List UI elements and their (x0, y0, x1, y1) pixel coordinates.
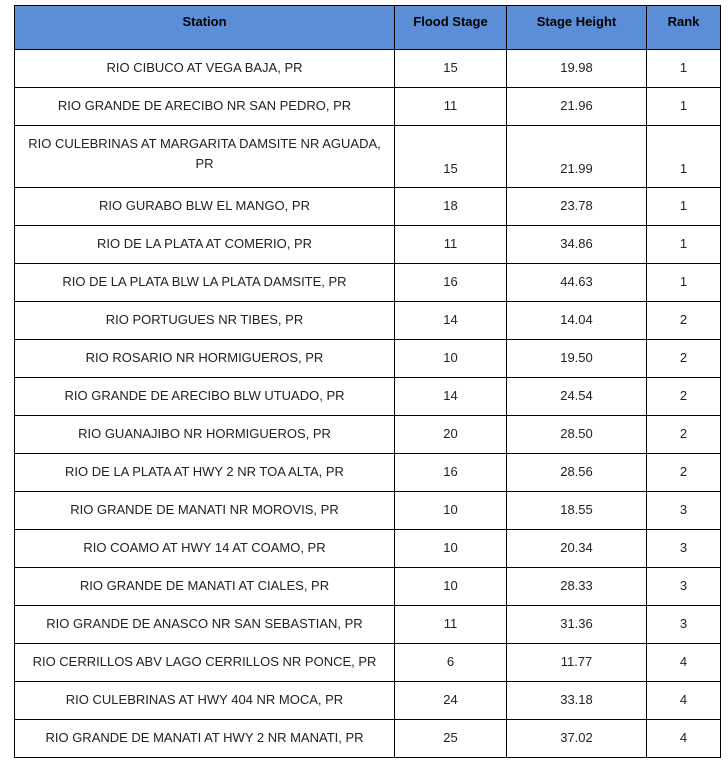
stage-height-cell: 37.02 (507, 720, 647, 758)
flood-stage-cell: 11 (395, 606, 507, 644)
flood-stage-cell: 15 (395, 126, 507, 188)
station-cell: RIO CULEBRINAS AT HWY 404 NR MOCA, PR (15, 682, 395, 720)
flood-stage-cell: 25 (395, 720, 507, 758)
header-station: Station (15, 6, 395, 50)
header-rank: Rank (647, 6, 721, 50)
stage-height-cell: 21.99 (507, 126, 647, 188)
flood-stage-cell: 18 (395, 188, 507, 226)
table-row (15, 492, 721, 530)
station-cell: RIO CIBUCO AT VEGA BAJA, PR (15, 50, 395, 88)
flood-stage-cell: 10 (395, 492, 507, 530)
table-row (15, 340, 721, 378)
station-cell: RIO DE LA PLATA BLW LA PLATA DAMSITE, PR (15, 264, 395, 302)
station-cell: RIO GUANAJIBO NR HORMIGUEROS, PR (15, 416, 395, 454)
flood-stage-cell: 15 (395, 50, 507, 88)
rank-cell: 1 (647, 188, 721, 226)
flood-stage-table-container (14, 5, 721, 758)
stage-height-cell: 23.78 (507, 188, 647, 226)
stage-height-cell: 11.77 (507, 644, 647, 682)
rank-cell: 1 (647, 50, 721, 88)
rank-cell: 2 (647, 340, 721, 378)
table-row (15, 606, 721, 644)
rank-cell: 2 (647, 416, 721, 454)
header-row (15, 6, 721, 50)
rank-cell: 1 (647, 126, 721, 188)
rank-cell: 1 (647, 264, 721, 302)
rank-cell: 1 (647, 88, 721, 126)
rank-cell: 2 (647, 378, 721, 416)
table-row (15, 188, 721, 226)
table-row (15, 264, 721, 302)
table-row (15, 378, 721, 416)
flood-stage-table (14, 5, 721, 758)
flood-stage-cell: 11 (395, 226, 507, 264)
stage-height-cell: 24.54 (507, 378, 647, 416)
flood-stage-cell: 11 (395, 88, 507, 126)
station-cell: RIO CULEBRINAS AT MARGARITA DAMSITE NR AGUADA, PR (15, 126, 395, 188)
table-body (15, 50, 721, 758)
station-cell: RIO GRANDE DE ARECIBO BLW UTUADO, PR (15, 378, 395, 416)
table-row (15, 568, 721, 606)
station-cell: RIO COAMO AT HWY 14 AT COAMO, PR (15, 530, 395, 568)
station-cell: RIO GRANDE DE MANATI AT HWY 2 NR MANATI, PR (15, 720, 395, 758)
stage-height-cell: 28.50 (507, 416, 647, 454)
flood-stage-cell: 16 (395, 264, 507, 302)
rank-cell: 3 (647, 492, 721, 530)
header-flood-stage: Flood Stage (395, 6, 507, 50)
flood-stage-cell: 10 (395, 340, 507, 378)
flood-stage-cell: 10 (395, 530, 507, 568)
station-cell: RIO CERRILLOS ABV LAGO CERRILLOS NR PONCE, PR (15, 644, 395, 682)
station-cell: RIO GRANDE DE ANASCO NR SAN SEBASTIAN, PR (15, 606, 395, 644)
table-row (15, 226, 721, 264)
station-cell: RIO ROSARIO NR HORMIGUEROS, PR (15, 340, 395, 378)
stage-height-cell: 31.36 (507, 606, 647, 644)
stage-height-cell: 21.96 (507, 88, 647, 126)
flood-stage-cell: 14 (395, 302, 507, 340)
station-cell: RIO PORTUGUES NR TIBES, PR (15, 302, 395, 340)
table-row (15, 454, 721, 492)
stage-height-cell: 19.98 (507, 50, 647, 88)
flood-stage-cell: 10 (395, 568, 507, 606)
flood-stage-cell: 6 (395, 644, 507, 682)
rank-cell: 3 (647, 530, 721, 568)
stage-height-cell: 33.18 (507, 682, 647, 720)
stage-height-cell: 28.33 (507, 568, 647, 606)
table-row (15, 530, 721, 568)
rank-cell: 2 (647, 454, 721, 492)
rank-cell: 4 (647, 644, 721, 682)
station-cell: RIO GRANDE DE ARECIBO NR SAN PEDRO, PR (15, 88, 395, 126)
rank-cell: 3 (647, 568, 721, 606)
table-row (15, 302, 721, 340)
rank-cell: 3 (647, 606, 721, 644)
flood-stage-cell: 20 (395, 416, 507, 454)
station-cell: RIO DE LA PLATA AT COMERIO, PR (15, 226, 395, 264)
station-cell: RIO GURABO BLW EL MANGO, PR (15, 188, 395, 226)
table-row (15, 644, 721, 682)
stage-height-cell: 34.86 (507, 226, 647, 264)
table-row (15, 50, 721, 88)
table-row (15, 126, 721, 188)
table-row (15, 88, 721, 126)
station-cell: RIO DE LA PLATA AT HWY 2 NR TOA ALTA, PR (15, 454, 395, 492)
rank-cell: 2 (647, 302, 721, 340)
station-cell: RIO GRANDE DE MANATI AT CIALES, PR (15, 568, 395, 606)
table-row (15, 416, 721, 454)
stage-height-cell: 19.50 (507, 340, 647, 378)
rank-cell: 4 (647, 720, 721, 758)
rank-cell: 4 (647, 682, 721, 720)
stage-height-cell: 14.04 (507, 302, 647, 340)
header-stage-height: Stage Height (507, 6, 647, 50)
table-row (15, 682, 721, 720)
flood-stage-cell: 14 (395, 378, 507, 416)
flood-stage-cell: 16 (395, 454, 507, 492)
table-row (15, 720, 721, 758)
stage-height-cell: 44.63 (507, 264, 647, 302)
flood-stage-cell: 24 (395, 682, 507, 720)
stage-height-cell: 28.56 (507, 454, 647, 492)
stage-height-cell: 20.34 (507, 530, 647, 568)
stage-height-cell: 18.55 (507, 492, 647, 530)
rank-cell: 1 (647, 226, 721, 264)
station-cell: RIO GRANDE DE MANATI NR MOROVIS, PR (15, 492, 395, 530)
